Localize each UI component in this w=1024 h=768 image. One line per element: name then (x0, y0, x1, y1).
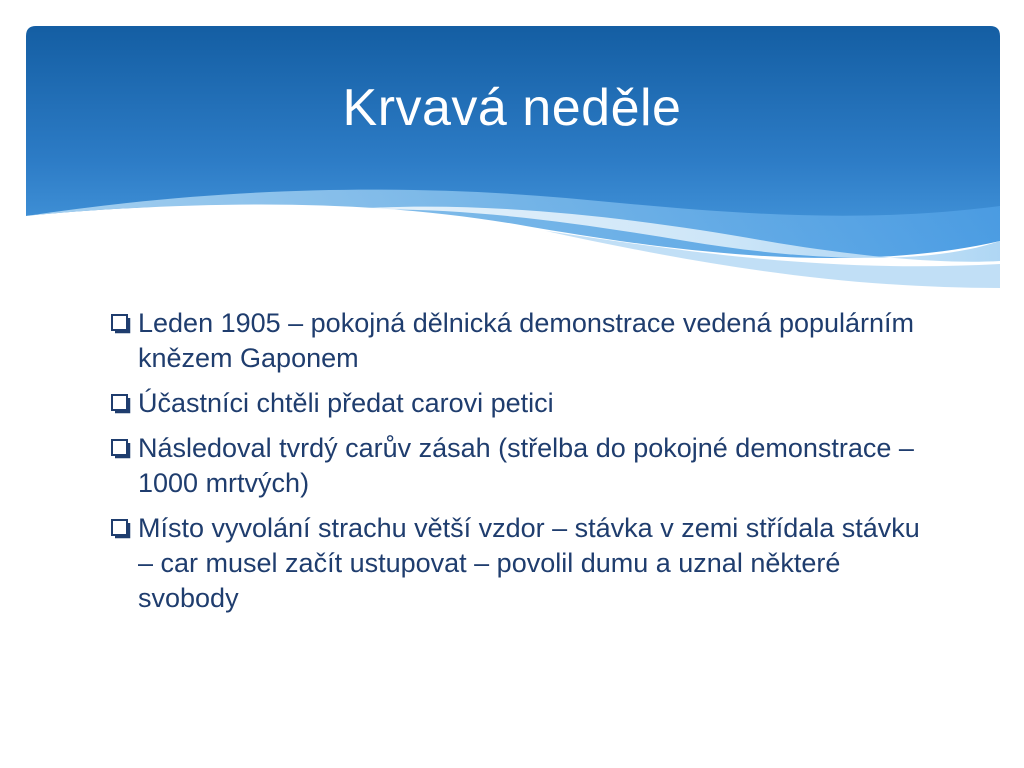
bullet-text: Místo vyvolání strachu větší vzdor – stávka v zemi střídala stávku – car musel začít ustupovat – povolil dumu a uznal některé svobody (138, 513, 920, 613)
checkbox-icon (110, 438, 132, 460)
bullet-list (104, 306, 924, 626)
list-item (104, 306, 924, 376)
list-item (104, 386, 924, 421)
list-item (104, 511, 924, 616)
slide-title: Krvavá neděle (342, 79, 682, 137)
bullet-text: Leden 1905 – pokojná dělnická demonstrace vedená populárním knězem Gaponem (138, 308, 915, 373)
wave-background (26, 26, 1000, 306)
header-banner (26, 26, 1000, 306)
checkbox-icon (110, 518, 132, 540)
checkbox-icon (110, 393, 132, 415)
checkbox-icon (110, 313, 132, 335)
bullet-text: Účastníci chtěli předat carovi petici (138, 388, 554, 418)
bullet-text: Následoval tvrdý carův zásah (střelba do pokojné demonstrace – 1000 mrtvých) (138, 433, 914, 498)
list-item (104, 431, 924, 501)
